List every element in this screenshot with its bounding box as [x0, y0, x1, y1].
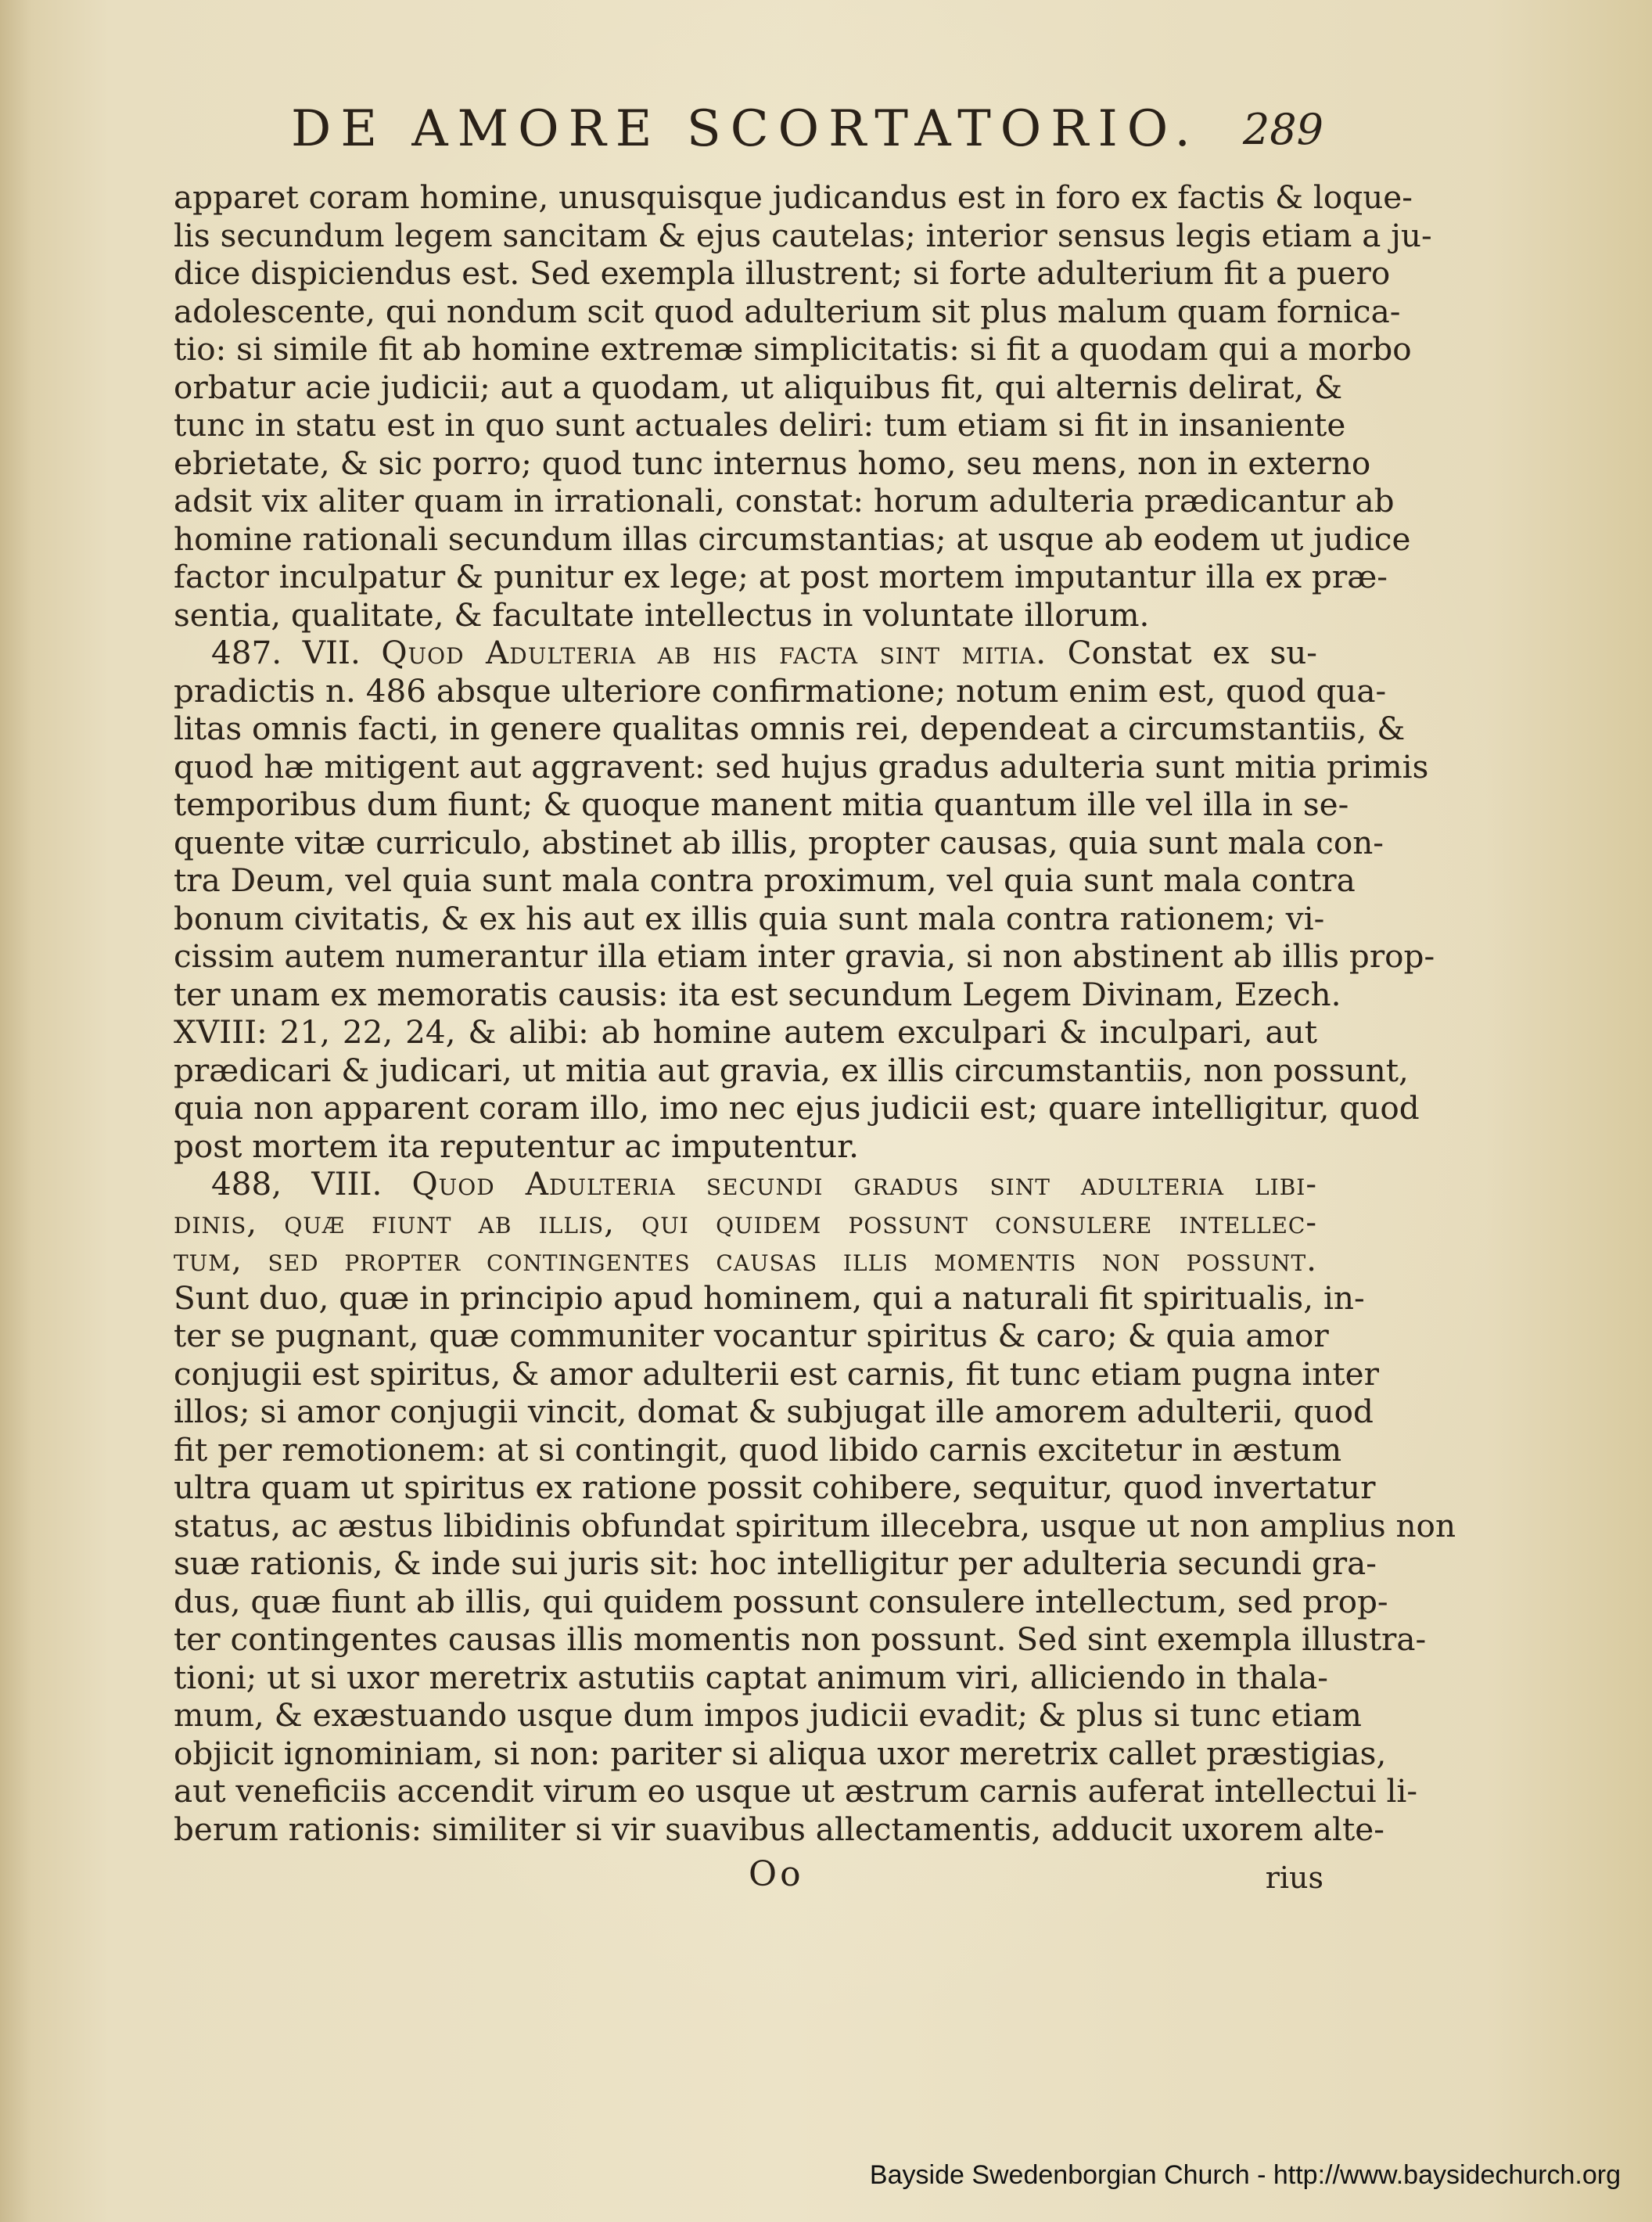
text-line: bonum civitatis, & ex his aut ex illis quia sunt mala contra rationem; vi- [174, 899, 1325, 937]
text-line: berum rationis: similiter si vir suavibus allectamentis, adducit uxorem alte- [174, 1810, 1384, 1848]
text-line: adolescente, qui nondum scit quod adulterium sit plus malum quam fornica- [174, 292, 1401, 330]
text-line: apparet coram homine, unusquisque judicandus est in foro ex factis & loque- [174, 178, 1413, 216]
text-line: ter unam ex memoratis causis: ita est secundum Legem Divinam, Ezech. [174, 975, 1341, 1013]
text-line: adsit vix aliter quam in irrationali, constat: horum adulteria prædicantur ab [174, 482, 1395, 520]
page-header [291, 100, 1323, 171]
text-line: quod hæ mitigent aut aggravent: sed hujus gradus adulteria sunt mitia primis [174, 747, 1429, 786]
paragraph-487 [174, 634, 1435, 1165]
page-footer [174, 1854, 1323, 1901]
text-line: tioni; ut si uxor meretrix astutiis captat animum viri, alliciendo in thala- [174, 1658, 1328, 1696]
paragraph-first-line [174, 634, 1317, 672]
paragraph-first-line [174, 1165, 1317, 1203]
text-line: status, ac æstus libidinis obfundat spiritum illecebra, usque ut non amplius non [174, 1506, 1456, 1544]
text-line: cissim autem numerantur illa etiam inter gravia, si non abstinent ab illis prop- [174, 937, 1435, 975]
signature-mark: Oo [749, 1854, 804, 1894]
text-line: factor inculpatur & punitur ex lege; at post mortem imputantur illa ex præ- [174, 558, 1388, 595]
text-line: objicit ignominiam, si non: pariter si aliqua uxor meretrix callet præstigias, [174, 1734, 1387, 1772]
text-fragment: Constat ex su- [1067, 634, 1317, 671]
text-line: conjugii est spiritus, & amor adulterii est carnis, fit tunc etiam pugna inter [174, 1354, 1379, 1393]
text-line: fit per remotionem: at si contingit, quod libido carnis excitetur in æstum [174, 1430, 1342, 1469]
text-line: aut veneficiis accendit virum eo usque ut æstrum carnis auferat intellectui li- [174, 1772, 1418, 1810]
text-line: post mortem ita reputentur ac imputentur. [174, 1127, 859, 1165]
text-line: ter contingentes causas illis momentis non possunt. Sed sint exempla illustra- [174, 1620, 1427, 1658]
text-line: sentia, qualitate, & facultate intellectus in voluntate illorum. [174, 595, 1150, 634]
paragraph-heading: tum, sed propter contingentes causas illis momentis non possunt. [174, 1241, 1317, 1278]
text-line: quente vitæ curriculo, abstinet ab illis, propter causas, quia sunt mala con- [174, 823, 1384, 861]
paragraph-numeral: VII. [302, 634, 361, 671]
text-line: temporibus dum fiunt; & quoque manent mitia quantum ille vel illa in se- [174, 786, 1349, 823]
continued-paragraph [174, 178, 1432, 634]
running-title: DE AMORE SCORTATORIO. [291, 100, 1200, 158]
text-line: tunc in statu est in quo sunt actuales deliri: tum etiam si fit in insaniente [174, 406, 1346, 444]
text-line: Sunt duo, quæ in principio apud hominem, qui a naturali fit spiritualis, in- [174, 1278, 1365, 1317]
paragraph-number: 488, [211, 1165, 282, 1203]
text-line: suæ rationis, & inde sui juris sit: hoc intelligitur per adulteria secundi gra- [174, 1544, 1377, 1582]
watermark-text: Bayside Swedenborgian Church - http://www.baysidechurch.org [869, 2160, 1621, 2190]
text-line: quia non apparent coram illo, imo nec ejus judicii est; quare intelligitur, quod [174, 1089, 1420, 1127]
text-line: litas omnis facti, in genere qualitas omnis rei, dependeat a circumstantiis, & [174, 710, 1406, 747]
paragraph-number: 487. [211, 634, 282, 671]
text-line: orbatur acie judicii; aut a quodam, ut aliquibus fit, qui alternis delirat, & [174, 368, 1343, 406]
paragraph-488 [174, 1165, 1456, 1848]
paragraph-numeral: VIII. [311, 1165, 382, 1203]
text-line: lis secundum legem sancitam & ejus cautelas; interior sensus legis etiam a ju- [174, 216, 1432, 254]
text-line: illos; si amor conjugii vincit, domat & subjugat ille amorem adulterii, quod [174, 1393, 1374, 1430]
text-line: tio: si simile fit ab homine extremæ simplicitatis: si fit a quodam qui a morbo [174, 330, 1412, 368]
text-line: XVIII: 21, 22, 24, & alibi: ab homine autem exculpari & inculpari, aut [174, 1013, 1317, 1051]
text-line: ter se pugnant, quæ communiter vocantur spiritus & caro; & quia amor [174, 1317, 1329, 1354]
catchword: rius [1265, 1861, 1323, 1895]
paragraph-heading: Quod Adulteria ab his facta sint mitia. [381, 634, 1047, 671]
text-line: prædicari & judicari, ut mitia aut gravia, ex illis circumstantiis, non possunt, [174, 1051, 1409, 1089]
text-line: tra Deum, vel quia sunt mala contra proximum, vel quia sunt mala contra [174, 861, 1356, 899]
text-line: pradictis n. 486 absque ulteriore confirmatione; notum enim est, quod qua- [174, 671, 1387, 710]
text-line: dus, quæ fiunt ab illis, qui quidem possunt consulere intellectum, sed prop- [174, 1582, 1388, 1620]
text-line: dice dispiciendus est. Sed exempla illustrent; si forte adulterium fit a puero [174, 254, 1391, 292]
paragraph-heading: dinis, quæ fiunt ab illis, qui quidem possunt consulere intellec- [174, 1203, 1317, 1241]
text-line: ebrietate, & sic porro; quod tunc internus homo, seu mens, non in externo [174, 444, 1371, 482]
text-line: mum, & exæstuando usque dum impos judicii evadit; & plus si tunc etiam [174, 1696, 1362, 1734]
paragraph-heading: Quod Adulteria secundi gradus sint adulteria libi- [411, 1165, 1318, 1203]
page-number: 289 [1242, 105, 1323, 154]
text-line: ultra quam ut spiritus ex ratione possit cohibere, sequitur, quod invertatur [174, 1469, 1376, 1506]
text-line: homine rationali secundum illas circumstantias; at usque ab eodem ut judice [174, 520, 1411, 558]
body-text [174, 178, 1456, 1848]
